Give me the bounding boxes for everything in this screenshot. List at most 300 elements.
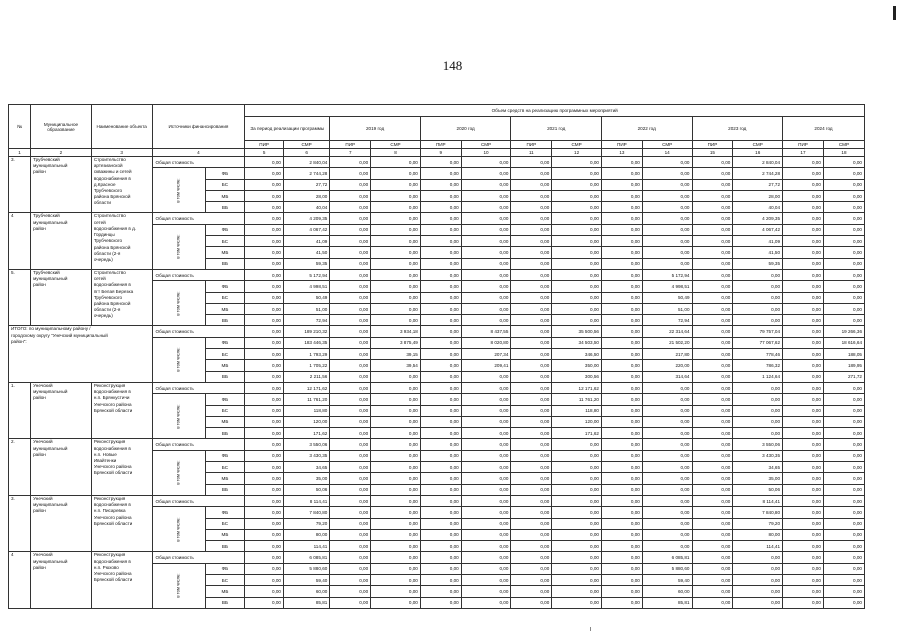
value-cell: 0,00 bbox=[371, 450, 421, 461]
value-cell: 0,00 bbox=[601, 394, 642, 405]
object-name-line: н.п. Писаревка bbox=[93, 508, 126, 514]
value-cell: 0,00 bbox=[461, 292, 511, 303]
value-cell: 0,00 bbox=[371, 416, 421, 427]
value-cell: 0,00 bbox=[245, 586, 284, 597]
value-cell: 18 616,64 bbox=[823, 337, 864, 348]
value-cell: 0,00 bbox=[823, 179, 864, 190]
municipality-cell bbox=[31, 495, 92, 551]
value-cell: 0,00 bbox=[330, 450, 371, 461]
source-vb-label: ВБ bbox=[205, 541, 245, 552]
total-cost-label: Общая стоимость bbox=[152, 269, 245, 280]
value-cell: 59,40 bbox=[283, 574, 329, 585]
itogo-label bbox=[9, 326, 153, 382]
value-cell: 27,72 bbox=[733, 179, 783, 190]
value-cell: 0,00 bbox=[420, 574, 461, 585]
object-name-line: Унечского района bbox=[93, 401, 132, 407]
row-number: 4 bbox=[9, 552, 31, 608]
source-bs-label: БС bbox=[205, 518, 245, 529]
value-cell: 0,00 bbox=[692, 541, 733, 552]
object-name-line: Реконструкция bbox=[93, 552, 126, 558]
value-cell: 0,00 bbox=[601, 507, 642, 518]
value-cell: 0,00 bbox=[330, 269, 371, 280]
including-text: в том числе: bbox=[176, 178, 182, 203]
value-cell: 0,00 bbox=[245, 428, 284, 439]
value-cell: 220,00 bbox=[642, 360, 692, 371]
value-cell: 0,00 bbox=[552, 303, 602, 314]
value-cell: 0,00 bbox=[420, 202, 461, 213]
value-cell: 0,00 bbox=[692, 349, 733, 360]
value-cell: 0,00 bbox=[692, 586, 733, 597]
value-cell: 0,00 bbox=[245, 224, 284, 235]
value-cell: 188,05 bbox=[823, 349, 864, 360]
value-cell: 0,00 bbox=[692, 428, 733, 439]
value-cell: 0,00 bbox=[692, 236, 733, 247]
value-cell: 0,00 bbox=[642, 382, 692, 393]
value-cell: 4 067,42 bbox=[733, 224, 783, 235]
source-fb-label: ФБ bbox=[205, 168, 245, 179]
value-cell: 0,00 bbox=[245, 529, 284, 540]
municipality-line: муниципальный bbox=[33, 389, 68, 395]
value-cell: 0,00 bbox=[601, 563, 642, 574]
value-cell: 0,00 bbox=[245, 552, 284, 563]
value-cell: 0,00 bbox=[783, 269, 824, 280]
value-cell: 0,00 bbox=[642, 179, 692, 190]
value-cell: 0,00 bbox=[461, 529, 511, 540]
source-fb-label: ФБ bbox=[205, 224, 245, 235]
value-cell: 0,00 bbox=[371, 518, 421, 529]
column-number: 17 bbox=[783, 149, 824, 157]
value-cell: 6 085,81 bbox=[642, 552, 692, 563]
value-cell: 0,00 bbox=[420, 179, 461, 190]
object-name-line: водоснабжения в bbox=[93, 175, 131, 181]
municipality-line: район bbox=[33, 508, 46, 514]
value-cell: 114,41 bbox=[733, 541, 783, 552]
value-cell: 0,00 bbox=[601, 405, 642, 416]
value-cell: 0,00 bbox=[692, 247, 733, 258]
value-cell: 0,00 bbox=[601, 416, 642, 427]
value-cell: 0,00 bbox=[823, 552, 864, 563]
value-cell: 0,00 bbox=[552, 202, 602, 213]
value-cell: 0,00 bbox=[245, 292, 284, 303]
value-cell: 4 998,51 bbox=[283, 281, 329, 292]
source-bs-label: БС bbox=[205, 574, 245, 585]
value-cell: 0,00 bbox=[511, 360, 552, 371]
value-cell: 0,00 bbox=[245, 157, 284, 168]
value-cell: 34,65 bbox=[733, 462, 783, 473]
value-cell: 0,00 bbox=[420, 168, 461, 179]
value-cell: 0,00 bbox=[733, 428, 783, 439]
value-cell: 85,81 bbox=[283, 597, 329, 608]
object-name-line: водоснабжения в bbox=[93, 558, 131, 564]
value-cell: 0,00 bbox=[330, 416, 371, 427]
value-cell: 5 880,60 bbox=[642, 563, 692, 574]
value-cell: 0,00 bbox=[330, 202, 371, 213]
value-cell: 11 761,20 bbox=[552, 394, 602, 405]
value-cell: 0,00 bbox=[420, 157, 461, 168]
value-cell: 0,00 bbox=[823, 258, 864, 269]
value-cell: 0,00 bbox=[823, 416, 864, 427]
value-cell: 0,00 bbox=[245, 179, 284, 190]
value-cell: 0,00 bbox=[692, 552, 733, 563]
value-cell: 0,00 bbox=[601, 586, 642, 597]
header-pir: ПИР bbox=[330, 141, 371, 149]
value-cell: 0,00 bbox=[692, 202, 733, 213]
value-cell: 0,00 bbox=[330, 382, 371, 393]
value-cell: 0,00 bbox=[601, 236, 642, 247]
value-cell: 0,00 bbox=[823, 529, 864, 540]
value-cell: 0,00 bbox=[461, 281, 511, 292]
value-cell: 0,00 bbox=[783, 507, 824, 518]
value-cell: 0,00 bbox=[420, 382, 461, 393]
value-cell: 0,00 bbox=[245, 371, 284, 382]
value-cell: 0,00 bbox=[461, 224, 511, 235]
value-cell: 0,00 bbox=[783, 168, 824, 179]
value-cell: 0,00 bbox=[330, 179, 371, 190]
value-cell: 28,00 bbox=[283, 190, 329, 201]
value-cell: 0,00 bbox=[511, 428, 552, 439]
object-name-line: скважины и сетей bbox=[93, 169, 132, 175]
value-cell: 0,00 bbox=[692, 462, 733, 473]
value-cell: 0,00 bbox=[783, 202, 824, 213]
value-cell: 0,00 bbox=[330, 428, 371, 439]
value-cell: 0,00 bbox=[552, 541, 602, 552]
value-cell: 0,00 bbox=[461, 450, 511, 461]
value-cell: 0,00 bbox=[330, 484, 371, 495]
value-cell: 0,00 bbox=[601, 292, 642, 303]
object-name-line: Брянской области bbox=[93, 520, 133, 526]
value-cell: 34 503,50 bbox=[552, 337, 602, 348]
value-cell: 0,00 bbox=[823, 190, 864, 201]
value-cell: 0,00 bbox=[601, 315, 642, 326]
value-cell: 0,00 bbox=[783, 179, 824, 190]
value-cell: 0,00 bbox=[823, 157, 864, 168]
value-cell: 0,00 bbox=[692, 326, 733, 337]
value-cell: 0,00 bbox=[461, 202, 511, 213]
value-cell: 8 020,80 bbox=[461, 337, 511, 348]
value-cell: 0,00 bbox=[601, 157, 642, 168]
value-cell: 0,00 bbox=[330, 213, 371, 224]
source-fb-label: ФБ bbox=[205, 450, 245, 461]
value-cell: 0,00 bbox=[692, 574, 733, 585]
municipality-line: Унечский bbox=[33, 552, 53, 558]
value-cell: 0,00 bbox=[733, 269, 783, 280]
including-text: в том числе: bbox=[176, 517, 182, 542]
object-name-line: Строительство bbox=[93, 213, 126, 219]
value-cell: 0,00 bbox=[733, 281, 783, 292]
value-cell: 0,00 bbox=[245, 382, 284, 393]
value-cell: 0,00 bbox=[371, 597, 421, 608]
value-cell: 0,00 bbox=[245, 236, 284, 247]
value-cell: 0,00 bbox=[461, 394, 511, 405]
value-cell: 0,00 bbox=[783, 157, 824, 168]
value-cell: 0,00 bbox=[783, 552, 824, 563]
value-cell: 0,00 bbox=[783, 473, 824, 484]
value-cell: 0,00 bbox=[461, 382, 511, 393]
column-number: 16 bbox=[733, 149, 783, 157]
municipality-line: Унечский bbox=[33, 495, 53, 501]
value-cell: 0,00 bbox=[601, 224, 642, 235]
value-cell: 189 210,32 bbox=[283, 326, 329, 337]
value-cell: 22 314,64 bbox=[642, 326, 692, 337]
value-cell: 0,00 bbox=[552, 315, 602, 326]
header-smr: СМР bbox=[552, 141, 602, 149]
value-cell: 41,09 bbox=[283, 236, 329, 247]
value-cell: 0,00 bbox=[552, 552, 602, 563]
value-cell: 0,00 bbox=[783, 586, 824, 597]
value-cell: 0,00 bbox=[823, 315, 864, 326]
value-cell: 0,00 bbox=[371, 507, 421, 518]
value-cell: 0,00 bbox=[420, 450, 461, 461]
value-cell: 0,00 bbox=[692, 224, 733, 235]
table-row bbox=[9, 326, 865, 337]
value-cell: 0,00 bbox=[552, 597, 602, 608]
value-cell: 40,04 bbox=[733, 202, 783, 213]
value-cell: 0,00 bbox=[511, 586, 552, 597]
value-cell: 0,00 bbox=[511, 394, 552, 405]
value-cell: 60,00 bbox=[283, 586, 329, 597]
municipality-line: район bbox=[33, 169, 46, 175]
value-cell: 0,00 bbox=[245, 202, 284, 213]
value-cell: 0,00 bbox=[823, 563, 864, 574]
value-cell: 0,00 bbox=[601, 518, 642, 529]
row-number: 3. bbox=[9, 157, 31, 213]
value-cell: 0,00 bbox=[245, 541, 284, 552]
value-cell: 0,00 bbox=[692, 597, 733, 608]
value-cell: 0,00 bbox=[371, 439, 421, 450]
value-cell: 0,00 bbox=[511, 213, 552, 224]
value-cell: 0,00 bbox=[420, 484, 461, 495]
value-cell: 0,00 bbox=[642, 405, 692, 416]
value-cell: 3 430,35 bbox=[283, 450, 329, 461]
column-number: 6 bbox=[283, 149, 329, 157]
value-cell: 0,00 bbox=[783, 303, 824, 314]
value-cell: 0,00 bbox=[783, 450, 824, 461]
value-cell: 39,15 bbox=[371, 349, 421, 360]
itogo-text-line: район": bbox=[11, 338, 27, 344]
value-cell: 0,00 bbox=[371, 541, 421, 552]
object-name-cell bbox=[91, 382, 152, 438]
value-cell: 0,00 bbox=[461, 484, 511, 495]
value-cell: 0,00 bbox=[783, 292, 824, 303]
value-cell: 0,00 bbox=[733, 574, 783, 585]
source-vb-label: ВБ bbox=[205, 202, 245, 213]
value-cell: 0,00 bbox=[371, 258, 421, 269]
value-cell: 0,00 bbox=[245, 247, 284, 258]
value-cell: 0,00 bbox=[642, 428, 692, 439]
value-cell: 0,00 bbox=[642, 258, 692, 269]
object-name-cell bbox=[91, 269, 152, 325]
value-cell: 0,00 bbox=[783, 236, 824, 247]
object-name-line: водоснабжения в bbox=[93, 502, 131, 508]
value-cell: 0,00 bbox=[245, 303, 284, 314]
value-cell: 0,00 bbox=[692, 382, 733, 393]
value-cell: 0,00 bbox=[692, 315, 733, 326]
value-cell: 0,00 bbox=[511, 281, 552, 292]
value-cell: 41,50 bbox=[283, 247, 329, 258]
value-cell: 0,00 bbox=[692, 179, 733, 190]
value-cell: 0,00 bbox=[420, 439, 461, 450]
value-cell: 0,00 bbox=[511, 574, 552, 585]
value-cell: 0,00 bbox=[823, 224, 864, 235]
value-cell: 0,00 bbox=[601, 303, 642, 314]
value-cell: 0,00 bbox=[783, 416, 824, 427]
value-cell: 0,00 bbox=[783, 495, 824, 506]
value-cell: 0,00 bbox=[601, 484, 642, 495]
value-cell: 4 067,42 bbox=[283, 224, 329, 235]
value-cell: 0,00 bbox=[245, 258, 284, 269]
including-text: в том числе: bbox=[176, 460, 182, 485]
object-name-line: артезианской bbox=[93, 163, 123, 169]
value-cell: 0,00 bbox=[330, 349, 371, 360]
municipality-line: Трубчевский bbox=[33, 157, 60, 162]
value-cell: 0,00 bbox=[642, 473, 692, 484]
object-name-cell bbox=[91, 157, 152, 213]
source-vb-label: ВБ bbox=[205, 428, 245, 439]
value-cell: 0,00 bbox=[461, 168, 511, 179]
value-cell: 0,00 bbox=[420, 518, 461, 529]
column-number: 8 bbox=[371, 149, 421, 157]
value-cell: 0,00 bbox=[601, 382, 642, 393]
value-cell: 0,00 bbox=[692, 484, 733, 495]
municipality-cell bbox=[31, 552, 92, 608]
value-cell: 51,00 bbox=[283, 303, 329, 314]
source-fb-label: ФБ bbox=[205, 563, 245, 574]
value-cell: 271,72 bbox=[823, 371, 864, 382]
value-cell: 2 744,28 bbox=[733, 168, 783, 179]
value-cell: 0,00 bbox=[823, 281, 864, 292]
value-cell: 0,00 bbox=[552, 236, 602, 247]
value-cell: 0,00 bbox=[420, 405, 461, 416]
value-cell: 0,00 bbox=[330, 439, 371, 450]
source-mb-label: МБ bbox=[205, 416, 245, 427]
value-cell: 0,00 bbox=[461, 247, 511, 258]
column-number: 15 bbox=[692, 149, 733, 157]
value-cell: 0,00 bbox=[245, 405, 284, 416]
source-bs-label: БС bbox=[205, 462, 245, 473]
value-cell: 0,00 bbox=[420, 529, 461, 540]
source-bs-label: БС bbox=[205, 349, 245, 360]
value-cell: 0,00 bbox=[511, 190, 552, 201]
value-cell: 72,94 bbox=[642, 315, 692, 326]
value-cell: 0,00 bbox=[245, 349, 284, 360]
value-cell: 2 840,04 bbox=[283, 157, 329, 168]
column-number: 13 bbox=[601, 149, 642, 157]
value-cell: 0,00 bbox=[420, 224, 461, 235]
header-smr: СМР bbox=[283, 141, 329, 149]
value-cell: 0,00 bbox=[733, 552, 783, 563]
value-cell: 0,00 bbox=[330, 292, 371, 303]
value-cell: 0,00 bbox=[783, 371, 824, 382]
value-cell: 0,00 bbox=[823, 495, 864, 506]
value-cell: 0,00 bbox=[461, 439, 511, 450]
total-cost-label: Общая стоимость bbox=[152, 439, 245, 450]
value-cell: 0,00 bbox=[511, 450, 552, 461]
value-cell: 0,00 bbox=[420, 190, 461, 201]
value-cell: 0,00 bbox=[642, 157, 692, 168]
value-cell: 51,00 bbox=[642, 303, 692, 314]
value-cell: 0,00 bbox=[511, 315, 552, 326]
value-cell: 0,00 bbox=[511, 484, 552, 495]
value-cell: 50,06 bbox=[733, 484, 783, 495]
value-cell: 0,00 bbox=[601, 495, 642, 506]
value-cell: 0,00 bbox=[823, 450, 864, 461]
source-fb-label: ФБ bbox=[205, 281, 245, 292]
value-cell: 0,00 bbox=[511, 326, 552, 337]
value-cell: 0,00 bbox=[461, 269, 511, 280]
source-mb-label: МБ bbox=[205, 360, 245, 371]
value-cell: 0,00 bbox=[692, 473, 733, 484]
object-name-line: сетей bbox=[93, 219, 106, 225]
value-cell: 0,00 bbox=[245, 450, 284, 461]
object-name-line: водоснабжения в bbox=[93, 445, 131, 451]
value-cell: 0,00 bbox=[420, 349, 461, 360]
value-cell: 0,00 bbox=[511, 552, 552, 563]
value-cell: 171,62 bbox=[283, 428, 329, 439]
column-number: 3 bbox=[91, 149, 152, 157]
source-vb-label: ВБ bbox=[205, 371, 245, 382]
row-number: 2. bbox=[9, 439, 31, 495]
object-name-line: области (2-я bbox=[93, 250, 121, 256]
value-cell: 0,00 bbox=[552, 269, 602, 280]
value-cell: 0,00 bbox=[420, 552, 461, 563]
row-number: 3. bbox=[9, 495, 31, 551]
page-number: 148 bbox=[442, 58, 463, 73]
municipality-line: муниципальный bbox=[33, 163, 68, 169]
value-cell: 0,00 bbox=[511, 382, 552, 393]
value-cell: 0,00 bbox=[783, 574, 824, 585]
value-cell: 0,00 bbox=[783, 597, 824, 608]
value-cell: 0,00 bbox=[461, 507, 511, 518]
value-cell: 0,00 bbox=[461, 473, 511, 484]
value-cell: 0,00 bbox=[330, 552, 371, 563]
value-cell: 0,00 bbox=[371, 247, 421, 258]
value-cell: 0,00 bbox=[783, 326, 824, 337]
value-cell: 1 793,29 bbox=[283, 349, 329, 360]
value-cell: 0,00 bbox=[420, 495, 461, 506]
value-cell: 0,00 bbox=[511, 224, 552, 235]
value-cell: 0,00 bbox=[783, 281, 824, 292]
value-cell: 0,00 bbox=[245, 213, 284, 224]
including-label bbox=[152, 337, 205, 382]
value-cell: 0,00 bbox=[330, 597, 371, 608]
object-name-line: водоснабжения в bbox=[93, 282, 131, 288]
object-name-cell bbox=[91, 213, 152, 269]
value-cell: 0,00 bbox=[552, 495, 602, 506]
object-name-cell bbox=[91, 439, 152, 495]
value-cell: 0,00 bbox=[823, 202, 864, 213]
value-cell: 0,00 bbox=[783, 394, 824, 405]
object-name-line: Гординцы bbox=[93, 232, 115, 238]
header-period: За период реализации программы bbox=[245, 117, 330, 141]
value-cell: 60,00 bbox=[642, 586, 692, 597]
value-cell: 0,00 bbox=[823, 518, 864, 529]
value-cell: 0,00 bbox=[511, 179, 552, 190]
value-cell: 0,00 bbox=[371, 281, 421, 292]
table-row bbox=[9, 439, 865, 450]
object-name-line: водоснабжения в д. bbox=[93, 225, 137, 231]
value-cell: 0,00 bbox=[552, 258, 602, 269]
value-cell: 0,00 bbox=[420, 416, 461, 427]
value-cell: 0,00 bbox=[552, 247, 602, 258]
value-cell: 3 875,49 bbox=[371, 337, 421, 348]
value-cell: 0,00 bbox=[371, 586, 421, 597]
value-cell: 0,00 bbox=[552, 439, 602, 450]
value-cell: 0,00 bbox=[330, 247, 371, 258]
value-cell: 0,00 bbox=[601, 428, 642, 439]
value-cell: 12 171,62 bbox=[552, 382, 602, 393]
value-cell: 0,00 bbox=[330, 168, 371, 179]
value-cell: 0,00 bbox=[511, 168, 552, 179]
